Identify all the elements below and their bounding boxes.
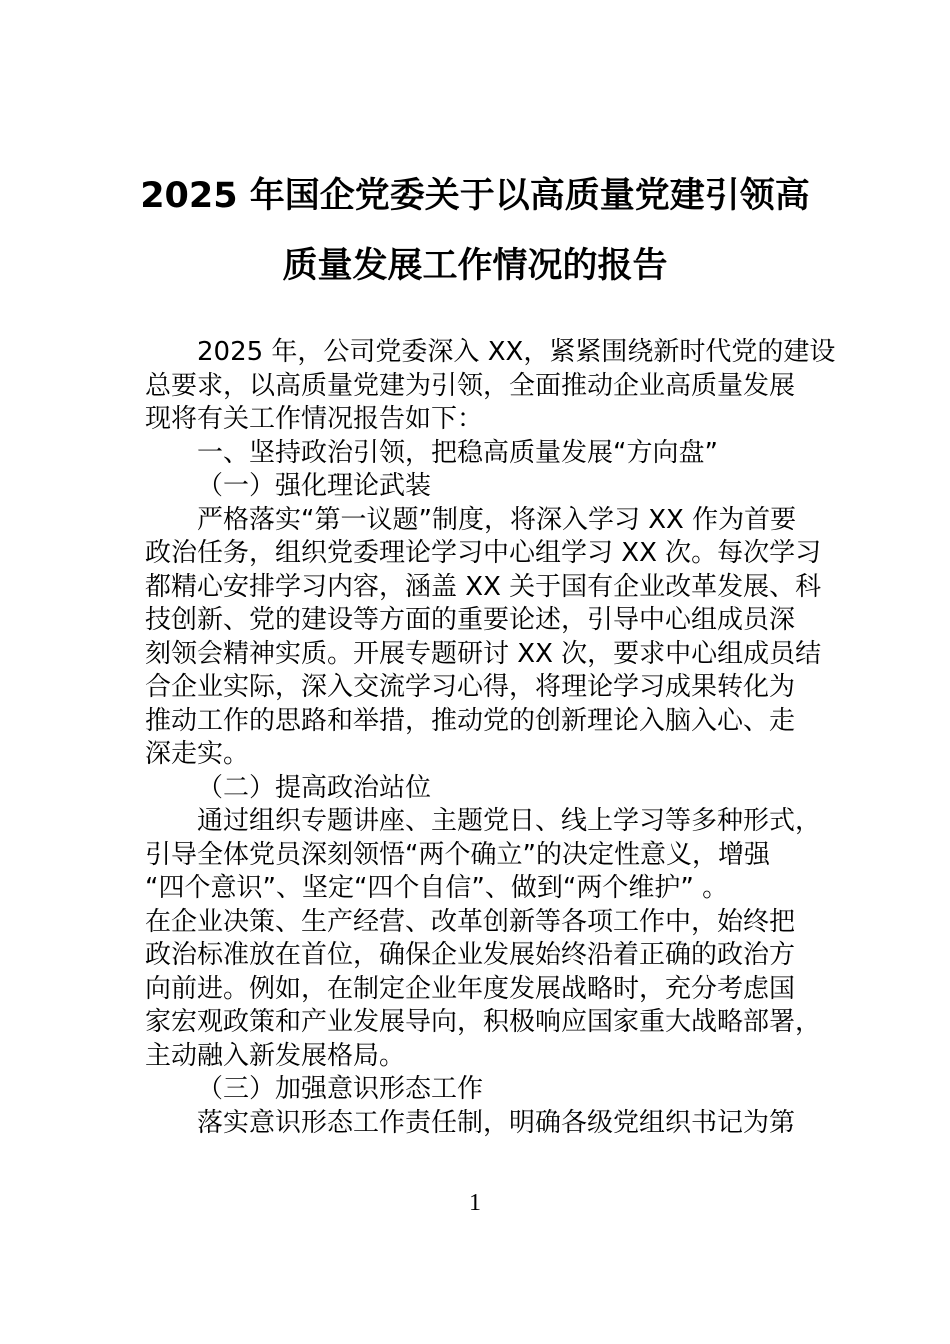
paragraph-line: 2025 年，公司党委深入 XX，紧紧围绕新时代党的建设 xyxy=(197,337,836,367)
paragraph-line: 总要求，以高质量党建为引领，全面推动企业高质量发展 xyxy=(145,370,796,401)
page-number: 1 xyxy=(469,1190,481,1216)
document-title-line-2: 质量发展工作情况的报告 xyxy=(282,246,668,286)
paragraph-line: “四个意识”、坚定“四个自信”、做到“两个维护” 。 xyxy=(145,873,729,903)
paragraph-line: 严格落实“第一议题”制度，将深入学习 XX 作为首要 xyxy=(197,504,797,535)
document-body xyxy=(145,336,835,1140)
subsection-heading: （三）加强意识形态工作 xyxy=(197,1074,484,1104)
paragraph-line: 通过组织专题讲座、主题党日、线上学习等多种形式， xyxy=(197,806,822,836)
paragraph-line: 都精心安排学习内容，涵盖 XX 关于国有企业改革发展、科 xyxy=(145,571,822,602)
paragraph-line: 刻领会精神实质。开展专题研讨 XX 次，要求中心组成员结 xyxy=(145,638,822,669)
paragraph-line: 主动融入新发展格局。 xyxy=(145,1040,406,1071)
paragraph-line: 家宏观政策和产业发展导向，积极响应国家重大战略部署， xyxy=(145,1007,822,1037)
paragraph-line: 落实意识形态工作责任制，明确各级党组织书记为第 xyxy=(197,1107,796,1138)
paragraph-line: 深走实。 xyxy=(145,739,250,769)
paragraph-line: 现将有关工作情况报告如下： xyxy=(145,404,484,434)
subsection-heading: （二）提高政治站位 xyxy=(197,772,432,803)
paragraph-line: 政治标准放在首位，确保企业发展始终沿着正确的政治方 xyxy=(145,940,796,970)
paragraph-line: 推动工作的思路和举措，推动党的创新理论入脑入心、走 xyxy=(145,705,796,736)
section-heading: 一、坚持政治引领，把稳高质量发展“方向盘” xyxy=(197,437,718,468)
paragraph-line: 在企业决策、生产经营、改革创新等各项工作中，始终把 xyxy=(145,906,796,937)
subsection-heading: （一）强化理论武装 xyxy=(197,471,432,501)
paragraph-line: 向前进。例如，在制定企业年度发展战略时，充分考虑国 xyxy=(145,973,796,1004)
paragraph-line: 政治任务，组织党委理论学习中心组学习 XX 次。每次学习 xyxy=(145,538,822,568)
document-title-line-1: 2025 年国企党委关于以高质量党建引领高 xyxy=(140,176,810,216)
paragraph-line: 引导全体党员深刻领悟“两个确立”的决定性意义，增强 xyxy=(145,839,770,870)
paragraph-line: 合企业实际，深入交流学习心得，将理论学习成果转化为 xyxy=(145,672,796,702)
paragraph-line: 技创新、党的建设等方面的重要论述，引导中心组成员深 xyxy=(145,605,796,635)
